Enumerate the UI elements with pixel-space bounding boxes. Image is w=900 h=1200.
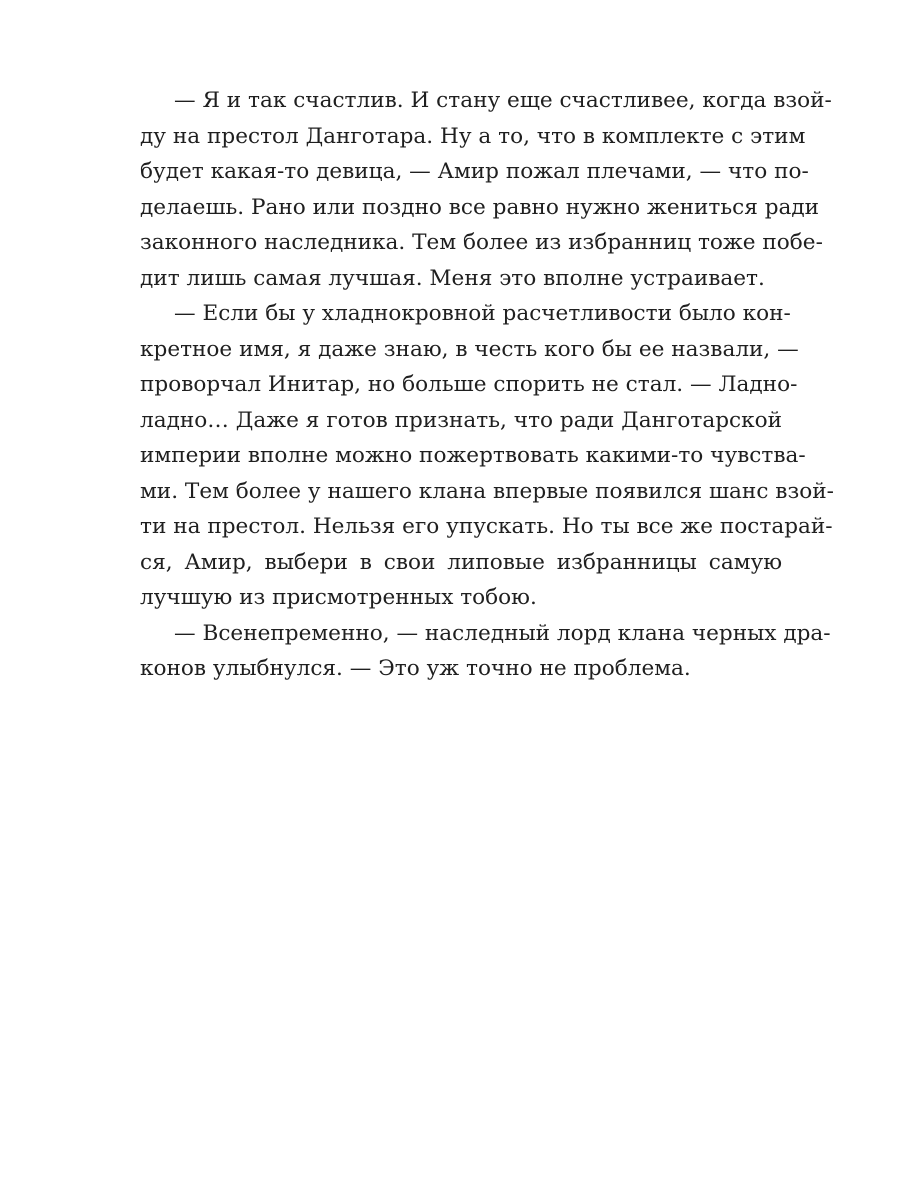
text-line: ми. Тем более у нашего клана впервые появился шанс взой- xyxy=(140,478,834,504)
text-line: ся, Амир, выбери в свои липовые избранницы самую xyxy=(140,549,782,575)
text-line: — Я и так счастлив. И стану еще счастливее, когда взой- xyxy=(174,88,832,113)
text-line: ти на престол. Нельзя его упускать. Но ты все же постарай- xyxy=(140,514,833,539)
text-line: ладно… Даже я готов признать, что ради Данготарской xyxy=(140,407,782,433)
text-line: проворчал Инитар, но больше спорить не стал. — Ладно- xyxy=(140,372,798,397)
paragraph-3 xyxy=(140,616,831,687)
text-line: — Всенепременно, — наследный лорд клана черных дра- xyxy=(174,620,831,646)
text-line: конов улыбнулся. — Это уж точно не проблема. xyxy=(140,656,691,681)
text-line: лучшую из присмотренных тобою. xyxy=(140,585,537,610)
text-line: делаешь. Рано или поздно все равно нужно жениться ради xyxy=(140,194,820,220)
text-line: — Если бы у хладнокровной расчетливости было кон- xyxy=(174,301,791,326)
text-line: ду на престол Данготара. Ну а то, что в комплекте с этим xyxy=(140,123,806,149)
paragraph-1 xyxy=(140,83,832,296)
text-line: будет какая-то девица, — Амир пожал плечами, — что по- xyxy=(140,159,809,184)
paragraph-2 xyxy=(140,296,834,616)
text-line: империи вполне можно пожертвовать какими-то чувства- xyxy=(140,443,806,468)
text-line: дит лишь самая лучшая. Меня это вполне устраивает. xyxy=(140,265,765,291)
text-line: кретное имя, я даже знаю, в честь кого бы ее назвали, — xyxy=(140,336,799,362)
text-block xyxy=(140,83,834,687)
text-line: законного наследника. Тем более из избранниц тоже побе- xyxy=(140,230,823,255)
